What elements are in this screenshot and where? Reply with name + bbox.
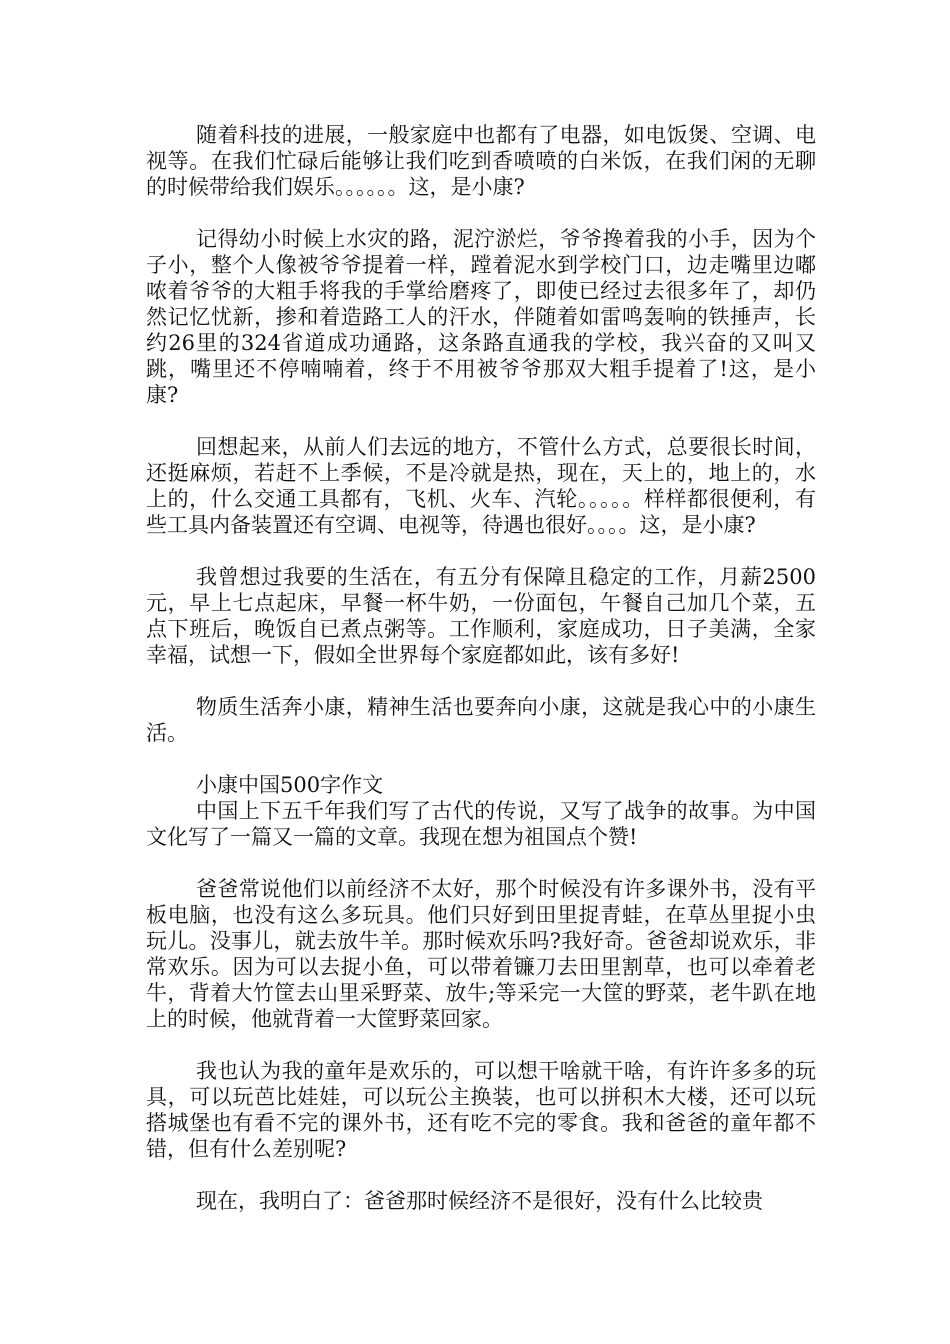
- paragraph-4: 我曾想过我要的生活在，有五分有保障且稳定的工作，月薪2500元，早上七点起床，早餐一杯牛奶，一份面包，午餐自己加几个菜，五点下班后，晚饭自已煮点粥等。工作顺利，家庭成功，日子美满，全家幸福，试想一下，假如全世界每个家庭都如此，该有多好!: [146, 565, 816, 667]
- paragraph-7: 爸爸常说他们以前经济不太好，那个时候没有许多课外书，没有平板电脑，也没有这么多玩具。他们只好到田里捉青蛙，在草丛里捉小虫玩儿。没事儿，就去放牛羊。那时候欢乐吗?我好奇。爸爸却说欢乐，非常欢乐。因为可以去捉小鱼，可以带着镰刀去田里割草，也可以牵着老牛，背着大竹筐去山里采野菜、放牛;等采完一大筐的野菜，老牛趴在地上的时候，他就背着一大筐野菜回家。: [146, 877, 816, 1031]
- document-body: [146, 122, 816, 1214]
- paragraph-5: 物质生活奔小康，精神生活也要奔向小康，这就是我心中的小康生活。: [146, 695, 816, 745]
- paragraph-9: 现在，我明白了：爸爸那时候经济不是很好，没有什么比较贵: [196, 1189, 763, 1213]
- paragraph-2: 记得幼小时候上水灾的路，泥泞淤烂，爷爷搀着我的小手，因为个子小，整个人像被爷爷提着一样，蹚着泥水到学校门口，边走嘴里边嘟哝着爷爷的大粗手将我的手掌给磨疼了，即使已经过去很多年了，却仍然记忆忧新，掺和着造路工人的汗水，伴随着如雷鸣轰响的铁捶声，长约26里的324省道成功通路，这条路直通我的学校，我兴奋的又叫又跳，嘴里还不停喃喃着，终于不用被爷爷那双大粗手提着了!这，是小康?: [146, 227, 816, 407]
- paragraph-6: 中国上下五千年我们写了古代的传说，又写了战争的故事。为中国文化写了一篇又一篇的文章。我现在想为祖国点个赞!: [146, 799, 816, 849]
- paragraph-3: 回想起来，从前人们去远的地方，不管什么方式，总要很长时间，还挺麻烦，若赶不上季候，不是冷就是热，现在，天上的，地上的，水上的，什么交通工具都有，飞机、火车、汽轮。。。。。样样都很便利，有些工具内备装置还有空调、电视等，待遇也很好。。。。这，是小康?: [146, 435, 816, 537]
- paragraph-1: 随着科技的进展，一般家庭中也都有了电器，如电饭煲、空调、电视等。在我们忙碌后能够让我们吃到香喷喷的白米饭，在我们闲的无聊的时候带给我们娱乐。。。。。。这，是小康?: [146, 123, 816, 199]
- essay-title: 小康中国500字作文: [196, 773, 384, 797]
- paragraph-8: 我也认为我的童年是欢乐的，可以想干啥就干啥，有许许多多的玩具，可以玩芭比娃娃，可以玩公主换装，也可以拼积木大楼，还可以玩搭城堡也有看不完的课外书，还有吃不完的零食。我和爸爸的童年都不错，但有什么差别呢?: [146, 1059, 816, 1161]
